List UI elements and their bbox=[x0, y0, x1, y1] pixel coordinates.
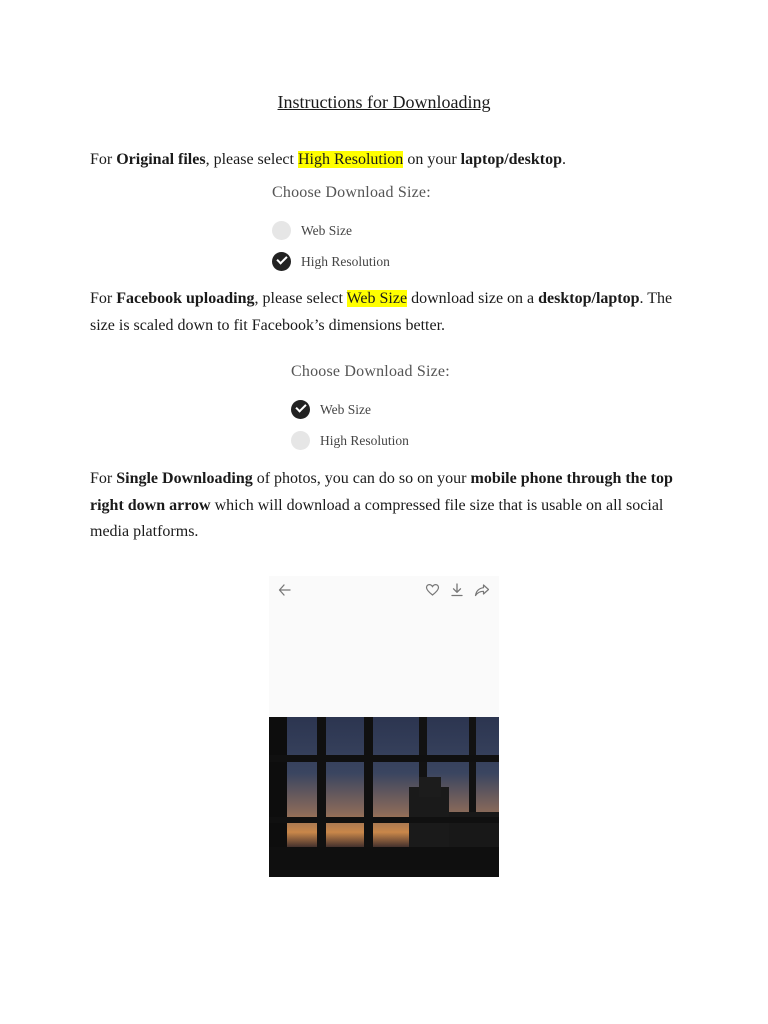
paragraph-original-files bbox=[90, 147, 680, 174]
download-size-panel-1 bbox=[272, 184, 512, 274]
p3-bold-mobile-phone-arrow: mobile phone through the top right down arrow bbox=[90, 470, 673, 514]
p1-highlight-high-resolution: High Resolution bbox=[297, 151, 404, 168]
p2-bold-desktop-laptop: desktop/laptop bbox=[538, 290, 640, 307]
mobile-toolbar bbox=[269, 582, 499, 602]
share-icon[interactable] bbox=[474, 582, 490, 598]
p1-bold-original-files: Original files bbox=[116, 151, 206, 168]
p1-text-1: For bbox=[90, 151, 117, 168]
panel-1-title: Choose Download Size: bbox=[272, 184, 431, 201]
p3-text-1: For bbox=[90, 470, 117, 487]
p1-text-2: , please select bbox=[205, 151, 298, 168]
panel-2-option-web-size-label: Web Size bbox=[320, 401, 372, 417]
paragraph-single-downloading bbox=[90, 466, 680, 546]
p2-text-4: . The size is scaled down to fit Facebook’s dimensions better. bbox=[90, 290, 673, 334]
radio-unchecked-icon[interactable] bbox=[291, 431, 310, 450]
p2-text-3: download size on a bbox=[407, 290, 539, 307]
radio-unchecked-icon[interactable] bbox=[272, 221, 291, 240]
panel-2-title: Choose Download Size: bbox=[291, 363, 450, 380]
panel-1-option-web-size[interactable] bbox=[272, 221, 352, 240]
paragraph-facebook-uploading bbox=[90, 286, 680, 339]
radio-checked-icon[interactable] bbox=[272, 252, 291, 271]
p3-text-2: of photos, you can do so on your bbox=[252, 470, 471, 487]
page-title: Instructions for Downloading bbox=[277, 92, 491, 112]
window-silhouette bbox=[269, 717, 499, 877]
panel-1-option-high-resolution-label: High Resolution bbox=[301, 253, 390, 269]
radio-checked-icon[interactable] bbox=[291, 400, 310, 419]
p2-text-1: For bbox=[90, 290, 117, 307]
download-size-panel-2 bbox=[291, 363, 531, 453]
panel-1-option-web-size-label: Web Size bbox=[301, 222, 353, 238]
mobile-screenshot bbox=[269, 576, 499, 877]
p1-text-3: on your bbox=[403, 151, 461, 168]
p3-text-3: which will download a compressed file size that is usable on all social media platforms. bbox=[90, 496, 664, 540]
p2-text-2: , please select bbox=[254, 290, 347, 307]
sunset-window-photo bbox=[269, 717, 499, 877]
p2-highlight-web-size: Web Size bbox=[346, 290, 408, 307]
panel-2-option-high-resolution[interactable] bbox=[291, 431, 409, 450]
back-arrow-icon[interactable] bbox=[278, 582, 292, 598]
p3-bold-single-downloading: Single Downloading bbox=[116, 470, 253, 487]
p2-bold-facebook-uploading: Facebook uploading bbox=[116, 290, 255, 307]
panel-1-option-high-resolution[interactable] bbox=[272, 252, 390, 271]
panel-2-option-high-resolution-label: High Resolution bbox=[320, 432, 409, 448]
panel-2-option-web-size[interactable] bbox=[291, 400, 371, 419]
heart-icon[interactable] bbox=[425, 582, 440, 598]
p1-bold-laptop-desktop: laptop/desktop bbox=[460, 151, 563, 168]
p1-text-4: . bbox=[562, 151, 567, 168]
download-icon[interactable] bbox=[450, 582, 464, 598]
